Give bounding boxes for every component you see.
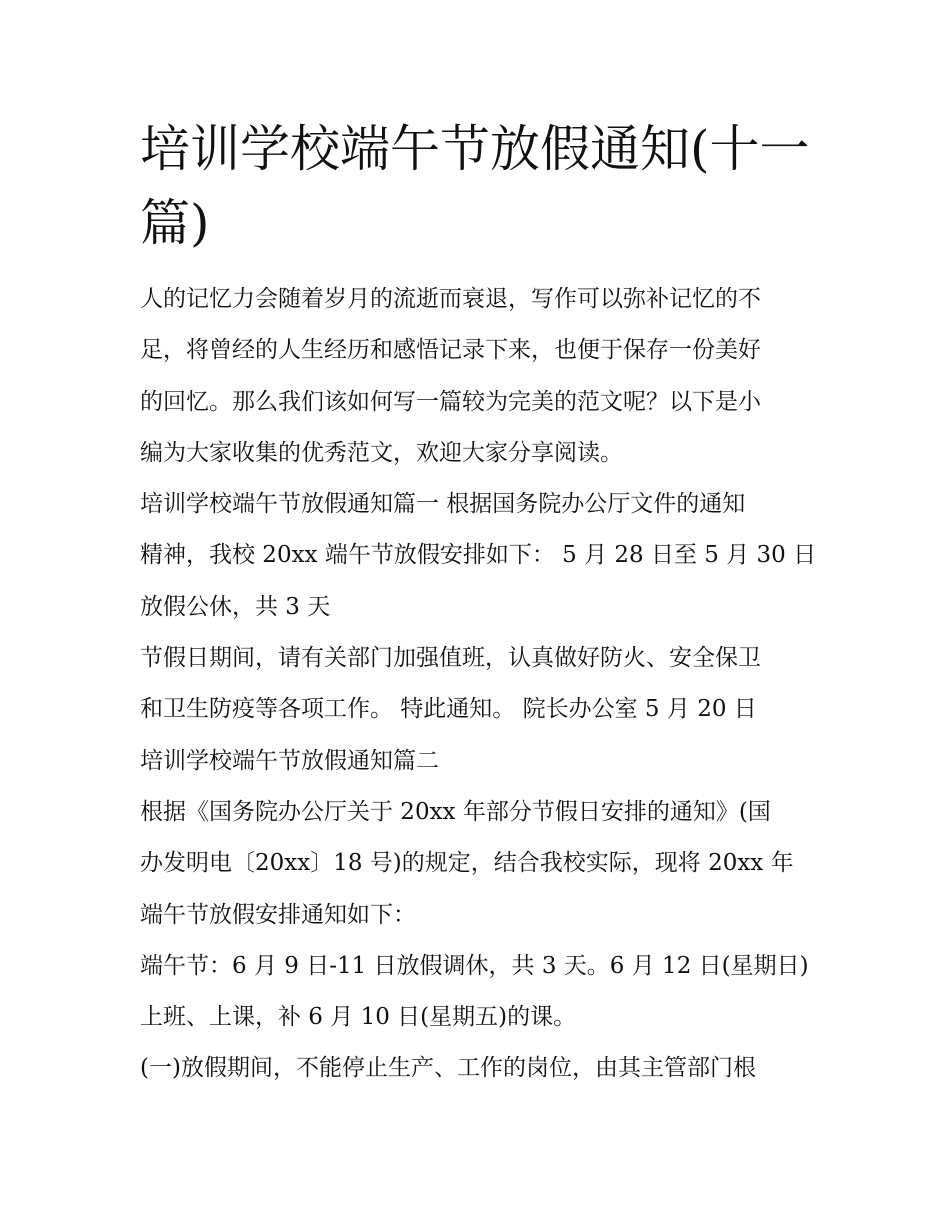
text-line: 足，将曾经的人生经历和感悟记录下来，也便于保存一份美好 xyxy=(140,337,761,364)
text-line: 端午节：6 月 9 日-11 日放假调休，共 3 天。6 月 12 日(星期日) xyxy=(140,952,809,979)
text-line: 放假公休，共 3 天 xyxy=(140,593,331,620)
notice-two-heading xyxy=(140,736,812,787)
text-line: 节假日期间，请有关部门加强值班，认真做好防火、安全保卫 xyxy=(140,645,761,672)
text-line: 精神，我校 20xx 端午节放假安排如下： 5 月 28 日至 5 月 30 日 xyxy=(140,542,817,569)
title-line: 培训学校端午节放假通知(十一 xyxy=(140,120,810,178)
duty-paragraph xyxy=(140,633,812,736)
title-line: 篇) xyxy=(140,194,210,252)
text-line: 根据《国务院办公厅关于 20xx 年部分节假日安排的通知》(国 xyxy=(140,798,771,825)
document-title xyxy=(140,112,812,260)
schedule-paragraph xyxy=(140,941,812,1044)
notice-one-paragraph xyxy=(140,479,817,633)
document-body xyxy=(140,112,817,1095)
text-line: 人的记忆力会随着岁月的流逝而衰退，写作可以弥补记忆的不 xyxy=(140,286,761,312)
text-line: (一)放假期间，不能停止生产、工作的岗位，由其主管部门根 xyxy=(140,1055,756,1082)
item-one-paragraph xyxy=(140,1043,812,1094)
text-line: 培训学校端午节放假通知篇一 根据国务院办公厅文件的通知 xyxy=(140,491,746,518)
text-line: 办发明电〔20xx〕18 号)的规定，结合我校实际，现将 20xx 年 xyxy=(140,850,794,877)
text-line: 端午节放假安排通知如下： xyxy=(140,901,416,928)
text-line: 的回忆。那么我们该如何写一篇较为完美的范文呢？以下是小 xyxy=(140,388,761,415)
text-line: 编为大家收集的优秀范文，欢迎大家分享阅读。 xyxy=(140,439,623,466)
text-line: 培训学校端午节放假通知篇二 xyxy=(140,747,439,774)
text-line: 上班、上课，补 6 月 10 日(星期五)的课。 xyxy=(140,1004,577,1031)
regulation-paragraph xyxy=(140,787,812,941)
intro-paragraph xyxy=(140,274,812,479)
text-line: 和卫生防疫等各项工作。 特此通知。 院长办公室 5 月 20 日 xyxy=(140,696,757,723)
